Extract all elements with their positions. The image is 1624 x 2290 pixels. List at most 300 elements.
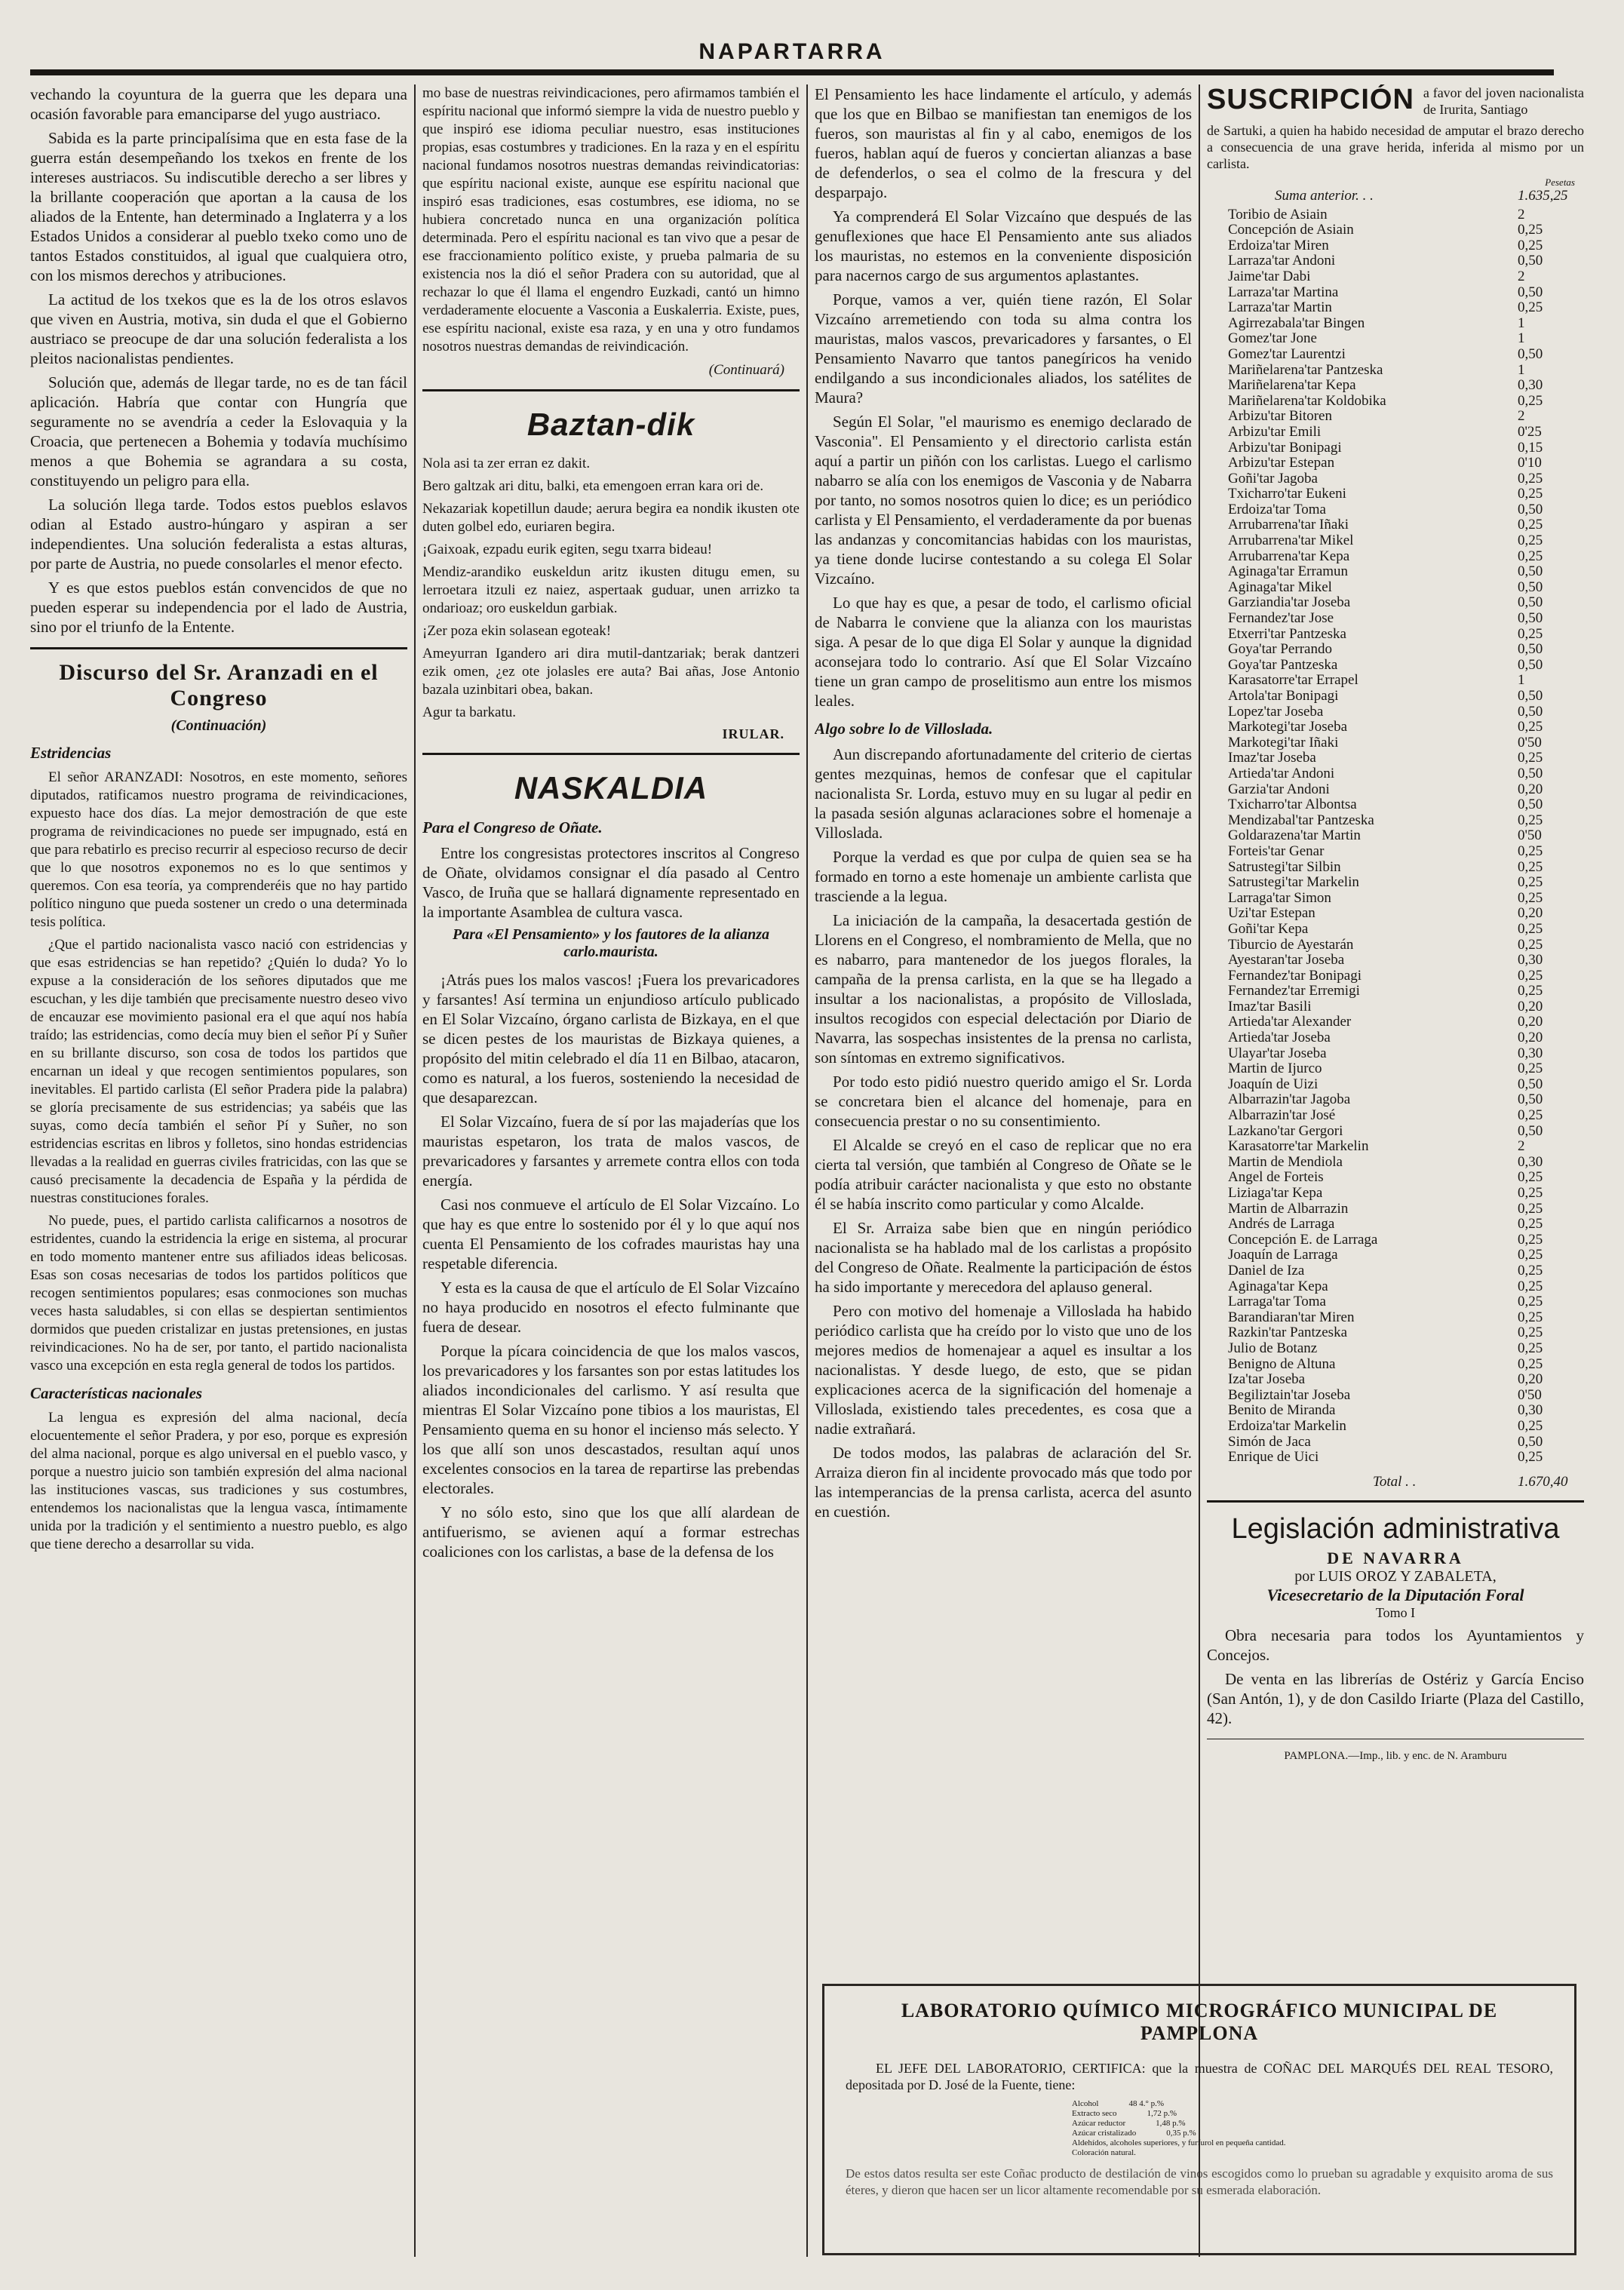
column-rule (1199, 84, 1200, 2257)
donor-amount: 0,25 (1518, 1200, 1543, 1217)
article-title: Baztan-dik (526, 407, 695, 442)
paragraph: Lo que hay es que, a pesar de todo, el carlismo oficial de Nabarra le conviene que la alianza con los mauristas siga. A pesar de lo que diga El Solar y aunque la dignidad aconsejara todo lo contrario. Así que El Solar Vizcaíno tiene un gran campo de proselitismo aun entre los mismos leales. (815, 594, 1192, 710)
donor-amount: 0,50 (1518, 253, 1543, 269)
donor-row (1228, 1202, 1584, 1217)
donor-row (1228, 269, 1584, 285)
donor-amount: 0,25 (1518, 858, 1543, 875)
donor-name: Martin de Albarrazin (1228, 1200, 1349, 1217)
donor-amount: 0,50 (1518, 1091, 1543, 1108)
donor-amount: 0,30 (1518, 1402, 1543, 1419)
donor-name: Martin de Ijurco (1228, 1061, 1322, 1077)
donor-row (1228, 549, 1584, 565)
donor-name: Larraza'tar Martina (1228, 284, 1339, 300)
paragraph: El Pensamiento les hace lindamente el artículo, y además que los que en Bilbao se manifiestan tan enemigos de los fueros, son mauristas al fin y al cabo, enemigos de los fueros, hablan aquí de fueros y conciertan alianzas a base de defenderlos, o sea el colmo de la frescura y del desparpajo. (815, 85, 1192, 201)
verse-line: ¡Zer poza ekin solasean egoteak! (422, 623, 612, 639)
donor-amount: 0,25 (1518, 1309, 1543, 1325)
donor-amount: 0,25 (1518, 1185, 1543, 1201)
paragraph: Y esta es la causa de que el artículo de El Solar Vizcaíno no haya producido en nosotros el efecto fulminante que fuera de desear. (422, 1279, 800, 1336)
donor-name: Fernandez'tar Jose (1228, 610, 1334, 627)
donor-amount: 0'50 (1518, 827, 1542, 844)
paragraph: Por todo esto pidió nuestro querido amigo el Sr. Lorda se concretara bien el alcance del homenaje, para en consecuencia prestar o no su consentimiento. (815, 1073, 1192, 1130)
section-divider (1207, 1500, 1584, 1503)
paragraph: El Solar Vizcaíno, fuera de sí por las majaderías que los mauristas espetaron, los trata de malos vascos, de prevaricadores y farsantes y arremete contra ellos con toda energía. (422, 1113, 800, 1190)
analysis-value: 1,72 p.% (1147, 2109, 1177, 2118)
donor-row (1228, 1046, 1584, 1062)
donor-row (1228, 331, 1584, 347)
donor-name: Mariñelarena'tar Koldobika (1228, 392, 1386, 409)
donor-row (1228, 1248, 1584, 1263)
donor-row (1228, 487, 1584, 502)
paragraph: Obra necesaria para todos los Ayuntamientos y Concejos. (1207, 1626, 1584, 1665)
advert-note: De estos datos resulta ser este Coñac producto de destilación de vinos escogidos como lo prueban su agradable y exquisito aroma de sus éteres, y dieron que hacen ser un licor altamente recomendable por su esmerada elaboración. (846, 2166, 1553, 2197)
donor-name: Agirrezabala'tar Bingen (1228, 315, 1365, 331)
donor-name: Goya'tar Pantzeska (1228, 656, 1338, 673)
donor-row (1228, 891, 1584, 907)
donor-row (1228, 285, 1584, 301)
donor-row (1228, 378, 1584, 394)
masthead: NAPARTARRA (698, 39, 886, 64)
donor-name: Lopez'tar Joseba (1228, 703, 1324, 720)
donor-row (1228, 238, 1584, 254)
donor-row (1228, 1435, 1584, 1450)
donor-row (1228, 394, 1584, 410)
donor-name: Mariñelarena'tar Pantzeska (1228, 361, 1383, 378)
donor-row (1228, 1170, 1584, 1186)
donor-name: Razkin'tar Pantzeska (1228, 1325, 1348, 1341)
donor-row (1228, 906, 1584, 922)
donor-row (1228, 363, 1584, 379)
printer-imprint: PAMPLONA.—Imp., lib. y enc. de N. Aramburu (1284, 1750, 1507, 1763)
article-title: NASKALDIA (514, 770, 708, 806)
donor-row (1228, 766, 1584, 782)
donor-row (1228, 1015, 1584, 1030)
laboratory-advert (822, 1984, 1576, 2255)
donor-row (1228, 720, 1584, 735)
donor-amount: 0,50 (1518, 641, 1543, 658)
donor-amount: 0,25 (1518, 1355, 1543, 1372)
analysis-row (1072, 2148, 1553, 2158)
donor-row (1228, 1341, 1584, 1357)
donor-row (1228, 223, 1584, 238)
paragraph: La actitud de los txekos que es la de los otros eslavos que viven en Austria, motiva, sin duda el que el Gobierno austriaco se preocupe de dar una solución federalista a los pleitos nacionalistas pendientes. (30, 290, 407, 367)
section-divider (30, 647, 407, 649)
paragraph: La solución llega tarde. Todos estos pueblos eslavos odian al Estado austro-húngaro y aspiran a ser independientes. Una solución federalista a estas alturas, por parte de Austria, no puede consolarles el menor efecto. (30, 496, 407, 572)
analysis-row (1072, 2109, 1553, 2119)
donor-row (1228, 517, 1584, 533)
donor-amount: 0,25 (1518, 625, 1543, 642)
advert-author: por LUIS OROZ Y ZABALETA, (1294, 1568, 1497, 1586)
donor-amount: 0,50 (1518, 594, 1543, 611)
continuation-label: (Continuará) (708, 362, 784, 378)
donor-name: Goldarazena'tar Martin (1228, 827, 1361, 844)
donor-row (1228, 1372, 1584, 1388)
donor-amount: 0,25 (1518, 1294, 1543, 1310)
donor-row (1228, 658, 1584, 674)
donor-amount: 0,25 (1518, 1061, 1543, 1077)
donor-name: Arbizu'tar Emili (1228, 423, 1322, 440)
donor-name: Erdoiza'tar Toma (1228, 501, 1326, 517)
donor-amount: 0,25 (1518, 1262, 1543, 1279)
analysis-label: Coloración natural. (1072, 2148, 1136, 2157)
previous-sum-value: 1.635,25 (1518, 188, 1568, 204)
donor-row (1228, 1108, 1584, 1124)
paragraph: Porque la verdad es que por culpa de quien sea se ha formado en torno a este homenaje un ambiente carlista que trasciende a la legua. (815, 848, 1192, 905)
analysis-label: Aldehídos, alcoholes superiores, y furfurol en pequeña cantidad. (1072, 2138, 1286, 2147)
column-3 (815, 84, 1192, 1970)
previous-sum-label: Suma anterior. . . (1275, 188, 1374, 204)
donor-amount: 0,25 (1518, 486, 1543, 502)
donor-row (1228, 999, 1584, 1015)
donor-name: Aginaga'tar Mikel (1228, 579, 1332, 595)
donor-name: Angel de Forteis (1228, 1169, 1324, 1186)
donor-amount: 0'50 (1518, 734, 1542, 751)
donor-name: Artieda'tar Alexander (1228, 1014, 1352, 1030)
donor-amount: 0,25 (1518, 1278, 1543, 1294)
donor-row (1228, 984, 1584, 999)
donor-row (1228, 689, 1584, 704)
verse-line: Agur ta barkatu. (422, 704, 516, 720)
analysis-row (1072, 2099, 1553, 2109)
donor-row (1228, 704, 1584, 720)
paragraph: El Alcalde se creyó en el caso de replicar que no era cierta tal versión, que también al Congreso de Oñate se le podía atribuir carácter nacionalista y que esto no obstante él se había inscrito como particular y como Alcalde. (815, 1136, 1192, 1213)
donor-name: Begiliztain'tar Joseba (1228, 1386, 1351, 1403)
analysis-label: Extracto seco (1072, 2109, 1117, 2118)
donor-row (1228, 595, 1584, 611)
paragraph: mo base de nuestras reivindicaciones, pero afirmamos también el espíritu nacional que informó siempre la vida de nuestro pueblo y que inspiró ese idioma peculiar nuestro, esas instituciones propias, esas costumbres y tradiciones. En la raza y en el espíritu nacional fundamos nosotros nuestras demandas reivindicatorias: que espíritu nacional existe, aunque ese espíritu nacional que inspiró esas tradiciones, esas costumbres, ese idioma, no se hubiera concretado nunca en una organización política determinada. Pero el espíritu nacional es tan vivo que a pesar de ese fraccionamiento político existe, y prueba palmaria de su existencia nos la dió el señor Pradera con su autoridad, que al rechazar lo que él llama el engendro Euzkadi, cantó un himno verdaderamente elocuente a Vasconia a Euskalerria. Existe, pues, ese espíritu nacional, existe esa raza, y en una y otro fundamos nosotros nuestras demandas de reivindicación. (422, 85, 800, 355)
donor-name: Fernandez'tar Erremigi (1228, 983, 1360, 999)
donor-amount: 0,25 (1518, 750, 1543, 766)
donor-row (1228, 1030, 1584, 1046)
donor-amount: 0,25 (1518, 889, 1543, 906)
donor-amount: 2 (1518, 206, 1525, 223)
previous-sum-row (1207, 189, 1584, 204)
donor-name: Larraga'tar Toma (1228, 1294, 1326, 1310)
analysis-label: Alcohol (1072, 2099, 1099, 2108)
donor-amount: 0,25 (1518, 1231, 1543, 1248)
donor-amount: 0,25 (1518, 1107, 1543, 1124)
verse-line: Ameyurran Igandero ari dira mutil-dantzariak; berak dantzeri ezik omen, ¿ez ote jolasles ere auta? Bai añas, Jose Antonio bazala uzinbitari obea, bakan. (422, 646, 800, 698)
donor-name: Markotegi'tar Iñaki (1228, 734, 1339, 751)
donor-row (1228, 1294, 1584, 1310)
donor-amount: 0'10 (1518, 455, 1542, 471)
donor-amount: 0,50 (1518, 797, 1543, 813)
donor-name: Gomez'tar Laurentzi (1228, 345, 1346, 362)
donor-row (1228, 425, 1584, 441)
donor-row (1228, 1061, 1584, 1077)
donor-row (1228, 207, 1584, 223)
donor-name: Ayestaran'tar Joseba (1228, 952, 1345, 968)
donor-name: Txicharro'tar Albontsa (1228, 797, 1357, 813)
donor-amount: 2 (1518, 268, 1525, 284)
donor-amount: 1 (1518, 315, 1525, 331)
donor-amount: 0,30 (1518, 952, 1543, 968)
continuation-label: (Continuación) (170, 717, 267, 734)
subsection-heading: Para el Congreso de Oñate. (422, 818, 603, 836)
donor-name: Mariñelarena'tar Kepa (1228, 377, 1356, 394)
verse-line: Bero galtzak ari ditu, balki, eta emengoen erran kara ori de. (422, 478, 764, 494)
donor-amount: 0,50 (1518, 345, 1543, 362)
paragraph: La lengua es expresión del alma nacional, decía elocuentemente el señor Pradera, y por eso, porque es expresión del alma nacional, porque es algo universal en el pueblo vasco, y porque a nuestro juicio son también expresión del alma nacional las instituciones vascas, sus tradiciones y sus costumbres, entendemos los nacionalistas que la lengua vasca, íntimamente unida por la tradición y el sentimiento a nuestro pueblo, es algo que tiene derecho a desarrollar su vida. (30, 1410, 407, 1552)
donor-row (1228, 1310, 1584, 1326)
donor-row (1228, 409, 1584, 425)
donor-amount: 0,25 (1518, 1325, 1543, 1341)
donor-row (1228, 1217, 1584, 1232)
paragraph: Según El Solar, "el maurismo es enemigo declarado de Vasconia". El Pensamiento y el directorio carlista están aquí a partir un piñón con los carlistas. Luego el carlismo nabarro se alía con los enemigos de Vasconia y de Nabarra por tanto, no somos nosotros quien lo dice; es un periódico carlista y El Pensamiento, el verdaderamente da por buenas las andanzas y concomitancias habidas con los mauristas, ya tiene donde lucirse contestando a su colega El Solar Vizcaíno. (815, 413, 1192, 588)
donor-row (1228, 1357, 1584, 1373)
donor-amount: 0,25 (1518, 237, 1543, 253)
donor-amount: 0,25 (1518, 1247, 1543, 1263)
verse-line: ¡Gaixoak, ezpadu eurik egiten, segu txarra bideau! (422, 542, 713, 557)
donor-amount: 0,25 (1518, 1417, 1543, 1434)
donor-row (1228, 502, 1584, 518)
donor-row (1228, 1325, 1584, 1341)
donor-amount: 0,15 (1518, 439, 1543, 456)
column-1 (30, 84, 407, 2257)
donor-row (1228, 300, 1584, 316)
donor-row (1228, 1388, 1584, 1404)
donor-amount: 0,25 (1518, 548, 1543, 564)
paragraph: ¿Que el partido nacionalista vasco nació con estridencias y que esas estridencias se han repetido? ¿Quién lo duda? Yo lo expuse a la consideración de los señores diputados que me escuchan, y les dije también que precisamente nuestro deseo vivo de encauzar ese movimiento pasional era el que aquí nos había traído; las estridencias, como decía muy bien el señor Pí y Suñer en su brillante discurso, son cosa de todos los partidos que encarnan un ideal y que recogen sentimientos populares, son inevitables. El partido carlista (El señor Pradera pide la palabra) se gloría precisamente de sus estridencias; ya sabéis que las suyas, como decía también el señor Pí y Suñer, no son estridencias escritas en libros y folletos, sino hondas estridencias llevadas a la realidad en guerras civiles fratricidas, con las que se causó precisamente la decadencia de España y la pérdida de nuestras constituciones forales. (30, 937, 407, 1206)
analysis-value: 0,35 p.% (1166, 2129, 1196, 2138)
donor-name: Uzi'tar Estepan (1228, 905, 1315, 922)
paragraph: El señor ARANZADI: Nosotros, en este momento, señores diputados, ratificamos nuestro programa de reivindicaciones, expuesto hace dos días. La mejor demostración de que este programa de reivindicaciones no puede ser impugnado, está en que para rebatirlo es preciso recurrir al especioso recurso de decir que lo que nosotros exponemos no es lo que sentimos y queremos. Con esa teoría, ya comprenderéis que no hay partido político ninguno que pueda sostener un credo o una determinada tesis política. (30, 769, 407, 930)
donor-amount: 0,50 (1518, 688, 1543, 704)
column-rule (806, 84, 808, 2257)
donor-row (1228, 1419, 1584, 1435)
donor-amount: 0,25 (1518, 1216, 1543, 1232)
donor-amount: 0,25 (1518, 983, 1543, 999)
subsection-heading: Algo sobre lo de Villoslada. (815, 720, 993, 738)
donor-row (1228, 1139, 1584, 1155)
analysis-row (1072, 2138, 1553, 2148)
donor-row (1228, 1263, 1584, 1279)
donor-row (1228, 828, 1584, 844)
donor-name: Larraza'tar Andoni (1228, 253, 1336, 269)
donor-row (1228, 441, 1584, 456)
donor-name: Toribio de Asiain (1228, 206, 1328, 223)
donor-name: Garziandia'tar Joseba (1228, 594, 1351, 611)
donor-row (1228, 968, 1584, 984)
total-label: Total . . (1373, 1473, 1417, 1490)
donor-name: Larraza'tar Martin (1228, 299, 1332, 316)
donor-row (1228, 1232, 1584, 1248)
donor-amount: 0,20 (1518, 1030, 1543, 1046)
donor-row (1228, 673, 1584, 689)
donor-amount: 0,50 (1518, 1433, 1543, 1450)
donor-row (1228, 860, 1584, 876)
advert-volume: Tomo I (1375, 1605, 1416, 1621)
column-rule (414, 84, 416, 2257)
donor-amount: 0,25 (1518, 967, 1543, 984)
certificate-text: EL JEFE DEL LABORATORIO, CERTIFICA: que la muestra de COÑAC DEL MARQUÉS DEL REAL TESORO, depositada por D. José de la Fuente, tiene: (846, 2061, 1553, 2092)
donor-name: Artieda'tar Joseba (1228, 1030, 1331, 1046)
advert-author-role: Vicesecretario de la Diputación Foral (1266, 1586, 1524, 1605)
donor-amount: 0,25 (1518, 1449, 1543, 1466)
donor-row (1228, 627, 1584, 643)
advert-title: LABORATORIO QUÍMICO MICROGRÁFICO MUNICIPAL DE PAMPLONA (901, 2000, 1498, 2044)
column-2 (422, 84, 800, 2257)
donor-name: Aginaga'tar Erramun (1228, 563, 1349, 580)
donor-amount: 0,30 (1518, 1045, 1543, 1061)
donor-amount: 0,25 (1518, 936, 1543, 953)
donor-name: Imaz'tar Basili (1228, 998, 1312, 1015)
paragraph: vechando la coyuntura de la guerra que les depara una ocasión favorable para emanciparse del yugo austriaco. (30, 85, 407, 123)
donor-row (1228, 1155, 1584, 1171)
paragraph: Porque, vamos a ver, quién tiene razón, El Solar Vizcaíno arremetiendo con toda su alma contra los mauristas, malos vascos, prevaricadores y farsantes, o El Pensamiento Navarro que tantos panegíricos ha venido endilgando a sus incondicionales aliados, los satélites de Maura? (815, 290, 1192, 407)
donor-row (1228, 782, 1584, 798)
donor-name: Satrustegi'tar Markelin (1228, 874, 1359, 891)
donor-name: Albarrazin'tar José (1228, 1107, 1336, 1124)
paragraph: Y no sólo esto, sino que los que allí alardean de antifuerismo, se avienen aquí a formar estrechas coaliciones con los carlistas, a base de la defensa de los (422, 1503, 800, 1561)
donor-amount: 0,30 (1518, 1153, 1543, 1170)
donor-name: Artola'tar Bonipagi (1228, 688, 1339, 704)
donor-row (1228, 751, 1584, 766)
donor-amount: 2 (1518, 1138, 1525, 1155)
total-value: 1.670,40 (1518, 1473, 1568, 1490)
donor-row (1228, 471, 1584, 487)
advert-subtitle: DE NAVARRA (1327, 1549, 1464, 1568)
donor-name: Goñi'tar Jagoba (1228, 470, 1318, 487)
subsection-heading: Para «El Pensamiento» y los fautores de la alianza carlo.maurista. (452, 926, 770, 960)
donor-name: Karasatorre'tar Markelin (1228, 1138, 1369, 1155)
paragraph: La iniciación de la campaña, la desacertada gestión de Llorens en el Congreso, el nombramiento de Mella, que no es nabarro, para mantenedor de los juegos florales, la campaña de la prensa carlista, en la que se ha llegado a insultar a los nacionalistas, a propósito de Villoslada, insultos recogidos con especial delectación por Diario de Navarra, las sospechas insistentes de la prensa no carlista, son síntomas en extremo significativos. (815, 911, 1192, 1067)
donor-name: Benigno de Altuna (1228, 1355, 1336, 1372)
donor-amount: 0,50 (1518, 501, 1543, 517)
donor-row (1228, 938, 1584, 953)
donor-row (1228, 316, 1584, 332)
donor-name: Concepción de Asiain (1228, 222, 1354, 238)
donor-row (1228, 611, 1584, 627)
donor-amount: 0,25 (1518, 1169, 1543, 1186)
donor-amount: 0,25 (1518, 812, 1543, 828)
donor-amount: 0,50 (1518, 563, 1543, 580)
donor-name: Aginaga'tar Kepa (1228, 1278, 1328, 1294)
donor-row (1228, 1092, 1584, 1108)
donor-row (1228, 564, 1584, 580)
donor-amount: 0,50 (1518, 765, 1543, 781)
donor-amount: 0,20 (1518, 905, 1543, 922)
analysis-value: 48 4.° p.% (1128, 2099, 1165, 2108)
section-divider (422, 389, 800, 391)
donor-amount: 1 (1518, 330, 1525, 347)
donor-name: Etxerri'tar Pantzeska (1228, 625, 1346, 642)
donor-row (1228, 735, 1584, 751)
donor-amount: 2 (1518, 408, 1525, 425)
donor-amount: 0,20 (1518, 781, 1543, 797)
donor-name: Forteis'tar Genar (1228, 843, 1325, 859)
donor-name: Tiburcio de Ayestarán (1228, 936, 1354, 953)
donor-row (1228, 253, 1584, 269)
donor-name: Enrique de Uici (1228, 1449, 1319, 1466)
signature: IRULAR. (722, 726, 784, 741)
donor-row (1228, 1450, 1584, 1466)
paragraph: Solución que, además de llegar tarde, no es de tan fácil aplicación. Habría que contar con Hungría que seguramente no se avendría a ceder la Eslovaquia y la Croacia, que pertenecen a Bohemia y todavía muchísimo menos a que Bohemia se agrandara a su costa, constituyendo un peligro para ella. (30, 373, 407, 490)
donor-name: Arrubarrena'tar Kepa (1228, 548, 1350, 564)
article-title: Discurso del Sr. Aranzadi en el Congreso (59, 660, 379, 711)
donor-amount: 0,50 (1518, 579, 1543, 595)
donor-name: Arrubarrena'tar Iñaki (1228, 517, 1349, 533)
donor-name: Arbizu'tar Bonipagi (1228, 439, 1342, 456)
donor-amount: 0,30 (1518, 377, 1543, 394)
donor-name: Barandiaran'tar Miren (1228, 1309, 1355, 1325)
paragraph: Casi nos conmueve el artículo de El Solar Vizcaíno. Lo que hay es que entre lo sostenido por él y lo que aquí nos cuenta El Pensamiento de los cofrades mauristas hay una respetable diferencia. (422, 1196, 800, 1272)
analysis-row (1072, 2119, 1553, 2129)
donor-name: Liziaga'tar Kepa (1228, 1185, 1323, 1201)
donor-name: Iza'tar Joseba (1228, 1371, 1306, 1388)
paragraph: Ya comprenderá El Solar Vizcaíno que después de las genuflexiones que hace El Pensamiento ante sus aliados los mauristas, no estemos en la conveniente disposición para nacernos cargo de sus argumentos aplastantes. (815, 207, 1192, 284)
donor-name: Joaquín de Uizi (1228, 1076, 1319, 1092)
donor-name: Mendizabal'tar Pantzeska (1228, 812, 1374, 828)
donor-amount: 0,25 (1518, 719, 1543, 735)
donor-name: Ulayar'tar Joseba (1228, 1045, 1327, 1061)
subscription-description: a favor del joven nacionalista de Irurita, Santiago (1423, 85, 1584, 117)
paragraph: De venta en las librerías de Ostériz y García Enciso (San Antón, 1), y de don Casildo Iriarte (Plaza del Castillo, 42). (1207, 1670, 1584, 1728)
paragraph: No puede, pues, el partido carlista calificarnos a nosotros de estridentes, cuando la estridencia la erige en sistema, al procurar en todo momento mantener entre sus afiliados ideas belicosas. Esas son cosas necesarias de todos los partidos políticos que recogen sentimientos populares; esas conmociones son muchas veces hasta saludables, si con ellas se despiertan sentimientos dormidos que pueden cristalizar en justas pretensiones, en justas reivindicaciones. No ha de ser, por tanto, el partido nacionalista vasco una excepción en esta regla general de todos los partidos. (30, 1213, 407, 1374)
section-divider (422, 753, 800, 755)
column-4 (1207, 84, 1584, 1970)
donor-row (1228, 1279, 1584, 1295)
donor-name: Simón de Jaca (1228, 1433, 1311, 1450)
verse-line: Nola asi ta zer erran ez dakit. (422, 456, 591, 471)
donor-amount: 0,25 (1518, 533, 1543, 549)
subsection-heading: Estridencias (30, 744, 112, 762)
donor-name: Imaz'tar Joseba (1228, 750, 1316, 766)
advert-title: Legislación administrativa (1231, 1513, 1560, 1546)
donor-row (1228, 456, 1584, 471)
donor-name: Artieda'tar Andoni (1228, 765, 1335, 781)
donor-amount: 0,25 (1518, 1340, 1543, 1356)
donor-name: Arrubarrena'tar Mikel (1228, 533, 1354, 549)
donor-name: Benito de Miranda (1228, 1402, 1336, 1419)
donor-amount: 0,25 (1518, 222, 1543, 238)
donor-row (1228, 1124, 1584, 1140)
donor-amount: 0,25 (1518, 843, 1543, 859)
donor-name: Goñi'tar Kepa (1228, 920, 1309, 937)
donor-row (1228, 642, 1584, 658)
donor-amount: 0,20 (1518, 1371, 1543, 1388)
analysis-label: Azúcar reductor (1072, 2119, 1126, 2128)
donor-name: Arbizu'tar Estepan (1228, 455, 1335, 471)
subscription-header (1207, 84, 1584, 118)
donor-amount: 0,25 (1518, 920, 1543, 937)
donor-row (1228, 347, 1584, 363)
paragraph: Sabida es la parte principalísima que en esta fase de la guerra están desempeñando los txekos en frente de los intereses austriacos. Su indiscutible derecho a ser libres y la brillante cooperación que aportan a la causa de los aliados de la Entente, han determinado a Inglaterra y a los Estados Unidos a considerar al pueblo txeko como uno de tantos Estados constituidos, al igual que cualquiera otro, con los mismos derechos y atribuciones. (30, 129, 407, 284)
donor-name: Garzia'tar Andoni (1228, 781, 1330, 797)
donor-row (1228, 813, 1584, 829)
currency-label: Pesetas (1545, 177, 1575, 188)
paragraph: Porque la pícara coincidencia de que los malos vascos, los prevaricadores y los farsantes son por estas latitudes los aliados incondicionales del carlismo. Y así resulta que mientras El Solar Vizcaíno pone tibios a los mauristas, El Pensamiento quema en su honor el incienso más selecto. Y los que allí son unos descastados, resultan aquí unos excelentes consocios en la tarea de repartirse las prebendas electorales. (422, 1342, 800, 1497)
donor-row (1228, 1186, 1584, 1202)
donor-amount: 0'25 (1518, 423, 1542, 440)
donor-row (1228, 1077, 1584, 1093)
paragraph: De todos modos, las palabras de aclaración del Sr. Arraiza dieron fin al incidente provocado más que todo por las intemperancias de la prensa carlista, acerca del asunto en cuestión. (815, 1444, 1192, 1521)
donor-name: Satrustegi'tar Silbin (1228, 858, 1341, 875)
donor-row (1228, 875, 1584, 891)
donor-amount: 0'50 (1518, 1386, 1542, 1403)
donor-amount: 1 (1518, 672, 1525, 689)
donor-name: Concepción E. de Larraga (1228, 1231, 1378, 1248)
donor-name: Arbizu'tar Bitoren (1228, 408, 1332, 425)
donor-amount: 0,25 (1518, 299, 1543, 316)
donor-name: Albarrazin'tar Jagoba (1228, 1091, 1351, 1108)
masthead-rule (30, 69, 1554, 75)
donor-name: Gomez'tar Jone (1228, 330, 1317, 347)
donor-name: Julio de Botanz (1228, 1340, 1318, 1356)
subsection-heading: Características nacionales (30, 1384, 203, 1402)
donor-name: Fernandez'tar Bonipagi (1228, 967, 1362, 984)
donor-amount: 0,25 (1518, 517, 1543, 533)
donor-name: Daniel de Iza (1228, 1262, 1305, 1279)
